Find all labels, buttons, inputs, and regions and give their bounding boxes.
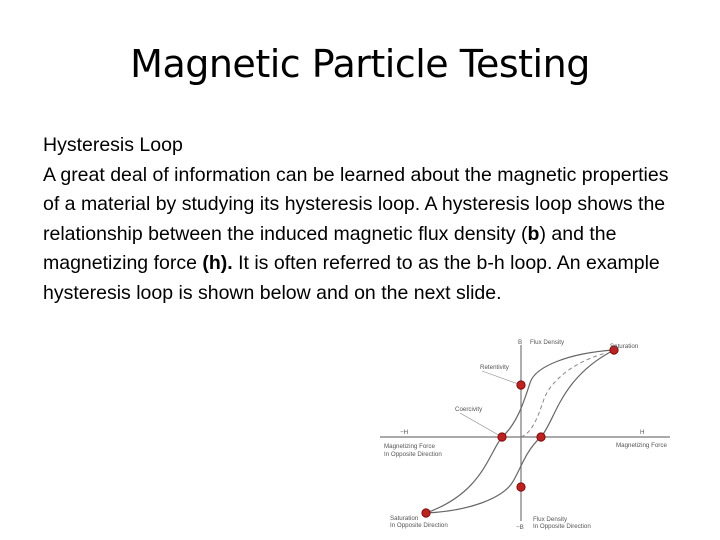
- retentivity-leader: [482, 371, 521, 385]
- mag-force-label: Magnetizing Force: [616, 442, 667, 449]
- coercivity-leader: [460, 413, 502, 437]
- b-axis-label: B: [518, 339, 523, 346]
- coercivity-point: [498, 433, 506, 441]
- slide-title: Magnetic Particle Testing: [130, 42, 590, 86]
- neg-h-label: −H: [400, 429, 409, 436]
- flux-density-label: Flux Density: [530, 339, 565, 346]
- positive-coercivity-point: [537, 433, 545, 441]
- mag-force-opposite-label-2: In Opposite Direction: [384, 451, 442, 458]
- retentivity-label: Retentivity: [480, 364, 509, 371]
- body-paragraph: [43, 161, 683, 309]
- negative-saturation-point: [422, 509, 430, 517]
- retentivity-point: [517, 381, 525, 389]
- saturation-top-label: Saturation: [610, 343, 639, 350]
- flux-opposite-label-2: In Opposite Direction: [533, 523, 591, 530]
- h-axis-label: H: [640, 429, 645, 436]
- body-text-part-2: ) and the magnetizing force: [43, 222, 617, 274]
- body-text-part-3: It is often referred to as the b-h loop. An example hysteresis loop is shown below and on the next slide.: [43, 252, 660, 304]
- saturation-bottom-label-2: In Opposite Direction: [390, 522, 448, 529]
- mag-force-opposite-label-1: Magnetizing Force: [384, 443, 435, 450]
- section-heading: Hysteresis Loop: [43, 134, 183, 156]
- initial-magnetization-curve: [521, 353, 606, 437]
- bold-b-term: b: [527, 222, 540, 245]
- flux-opposite-label-1: Flux Density: [533, 516, 568, 523]
- negative-retentivity-point: [517, 483, 525, 491]
- bold-h-term: (h).: [202, 252, 233, 274]
- saturation-bottom-label-1: Saturation: [390, 515, 419, 522]
- slide-body: [43, 131, 683, 308]
- hysteresis-loop-figure: [370, 333, 680, 533]
- coercivity-label: Coercivity: [455, 406, 483, 413]
- neg-b-label: −B: [516, 524, 524, 531]
- body-text-part-1: A great deal of information can be learned about the magnetic properties of a material by studying its hysteresis loop. A hysteresis loop shows the relationship between the induced magnetic flux density (: [43, 163, 669, 245]
